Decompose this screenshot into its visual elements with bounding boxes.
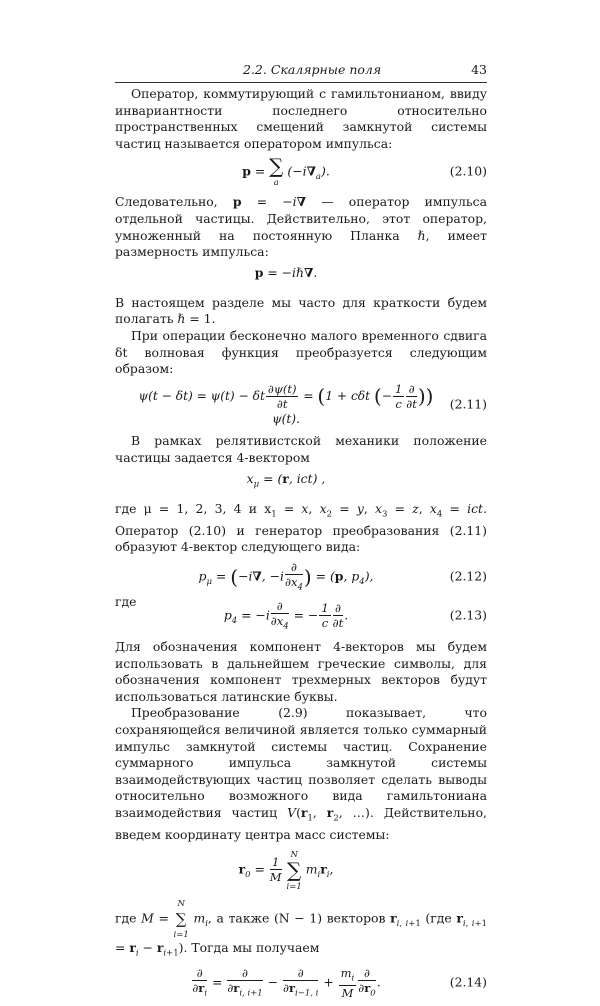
paragraph: где: [115, 594, 137, 610]
equation-number: (2.11): [449, 396, 487, 412]
equation-center-of-mass: $r_0$ = $\frac{1}{M}$ N ∑ i=1 $m_ir_i$,: [238, 849, 334, 892]
equation-2-13: $p_4 = -i$ $\frac{\partial}{\partial x_4}$ = − $\frac{1}{c}$ $\frac{\partial}{\partial t}$ . (2.13): [223, 598, 487, 631]
paragraph: Оператор, коммутирующий с гамильтонианом, ввиду инвариантности последнего относительно пространственных смещений замкнутой системы частиц называется оператором импульса:: [115, 86, 487, 151]
paragraph: Следовательно, p = −i∇ — оператор импульса отдельной частицы. Действительно, этот оператор, умноженный на постоянную Планка ℏ, имеет размерность импульса:: [115, 194, 487, 260]
running-header: [115, 62, 487, 83]
equation-4-vector: $x_\mu = (r$, ict) ,: [246, 470, 326, 489]
paragraph: где μ = 1, 2, 3, 4 и $x_1 = x$, $x_2 = y$, $x_3 = z$, $x_4$ = ict. Оператор (2.10) и генератор преобразования (2.11) образуют 4-вектор следующего вида:: [115, 500, 487, 555]
equation-number: (2.13): [449, 607, 487, 623]
equation-number: (2.12): [449, 568, 487, 584]
page-number: 43: [471, 62, 487, 77]
equation-number: (2.14): [449, 974, 487, 990]
paragraph: Преобразование (2.9) показывает, что сохраняющейся величиной является только суммарный импульс замкнутой системы частиц. Сохранение суммарного импульса замкнутой системы взаимодействующих частиц позволяет сделать выводы относительно возможного вида гамильтониана взаимодействия частиц $V(r_1$, $r_2$, …). Действительно, введем координату центра масс системы:: [115, 705, 487, 842]
equation-2-10: p = ∑ a $(-i\nabla_a)$. (2.10): [242, 154, 487, 189]
equation-2-12: $p_\mu = (-i\nabla$, −i $\frac{\partial}{\partial x_4}$ ) = (p, $p_4$), (2.12): [198, 559, 487, 593]
equation-number: (2.10): [449, 164, 487, 180]
paragraph: При операции бесконечно малого временного сдвига δt волновая функция преобразуется следующим образом:: [115, 327, 487, 377]
equation-2-11: ψ(t − δt) = ψ(t) − δt $\frac{\partial\psi(t)}{\partial t}$ = (1 + cδt (− $\frac{1}{c}$ $\frac{\partial}{\partial t}$ )) ψ(t). (2.11): [138, 381, 487, 426]
page-body: [115, 86, 487, 1006]
equation-2-14: $\frac{\partial}{\partial r_i}$ = $\frac{\partial}{\partial r_{i, i+1}}$ − $\frac{\partial}{\partial r_{i-1, i}}$ + $\frac{m_i}{M}$ $\frac{\partial}{\partial r_0}$ . (2.14): [192, 965, 487, 1000]
equation-momentum: p = −iℏ∇.: [254, 264, 318, 280]
running-title: 2.2. Скалярные поля: [243, 62, 382, 77]
paragraph: Для обозначения компонент 4-векторов мы будем использовать в дальнейшем греческие символы, для обозначения компонент трехмерных векторов будут использоваться латинские буквы.: [115, 638, 487, 704]
paragraph: где M = N ∑ i=1 $m_i$, а также (N − 1) векторов $r_{i, i+1}$ (где $r_{i, i+1} = r_i - r_{i+1}$). Тогда мы получаем: [115, 898, 487, 958]
paragraph: В настоящем разделе мы часто для краткости будем полагать ℏ = 1.: [115, 294, 487, 327]
paragraph: В рамках релятивистской механики положение частицы задается 4-вектором: [115, 433, 487, 465]
